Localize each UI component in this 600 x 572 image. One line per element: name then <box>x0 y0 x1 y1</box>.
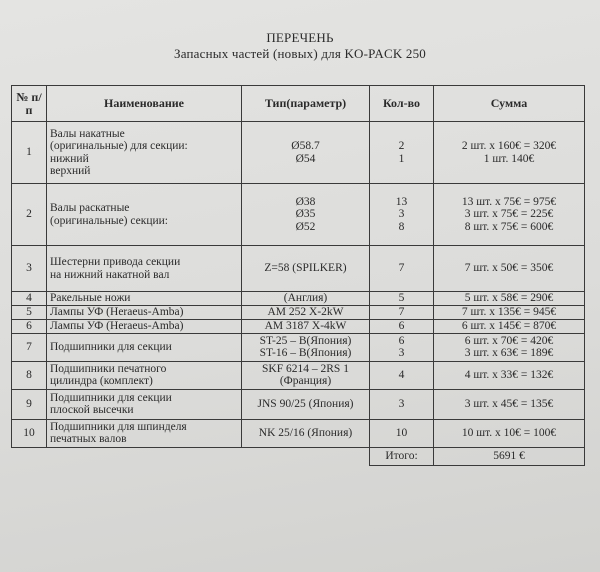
cell-type-line: Z=58 (SPILKER) <box>264 262 347 275</box>
header-qty: Кол-во <box>370 86 434 122</box>
cell-name <box>47 246 242 292</box>
cell-sum-line: 6 шт. х 70€ = 420€ <box>464 334 554 347</box>
cell-qty <box>370 122 434 184</box>
cell-qty-line: 3 <box>398 347 405 359</box>
cell-num <box>12 319 47 333</box>
cell-name <box>47 122 242 184</box>
cell-type-line: Ø58.7 <box>291 140 320 152</box>
cell-qty-line: 3 <box>398 397 405 410</box>
table-row <box>12 419 585 447</box>
cell-name-line: (оригинальные) для секции: <box>50 140 188 152</box>
cell-qty <box>370 246 434 292</box>
cell-name <box>47 292 242 306</box>
table-row <box>12 122 585 184</box>
cell-num <box>12 419 47 447</box>
cell-sum-line: 7 шт. х 135€ = 945€ <box>461 305 557 318</box>
cell-qty-line: 6 <box>398 334 405 347</box>
cell-sum-line: 4 шт. х 33€ = 132€ <box>464 368 554 381</box>
cell-num <box>12 292 47 306</box>
cell-name <box>47 184 242 246</box>
cell-qty-line: 8 <box>398 220 405 233</box>
header-name: Наименование <box>47 86 242 122</box>
cell-qty-line: 4 <box>398 368 405 381</box>
cell-num-line: 3 <box>26 262 32 275</box>
cell-name <box>47 419 242 447</box>
cell-type <box>242 305 370 319</box>
cell-sum-line: 13 шт. х 75€ = 975€ <box>461 195 557 208</box>
table-row <box>12 305 585 319</box>
cell-type-line: Ø52 <box>295 220 316 233</box>
cell-sum <box>434 305 585 319</box>
cell-type-line: (Англия) <box>283 292 328 304</box>
cell-qty-line: 5 <box>398 292 405 304</box>
cell-qty <box>370 419 434 447</box>
cell-name-line: печатных валов <box>50 433 127 445</box>
cell-qty-line: 10 <box>395 426 408 439</box>
cell-qty-line: 3 <box>398 208 405 221</box>
cell-name <box>47 305 242 319</box>
table-row <box>12 333 585 361</box>
table-header-row <box>12 86 585 122</box>
total-label: Итого: <box>370 447 434 465</box>
cell-qty-line: 13 <box>395 195 408 208</box>
total-value: 5691 € <box>434 447 585 465</box>
cell-type-line: (Франция) <box>279 375 332 387</box>
cell-num <box>12 389 47 419</box>
cell-name-line: Валы раскатные <box>50 202 130 214</box>
document-title: ПЕРЕЧЕНЬ <box>266 30 334 45</box>
cell-name-line: верхний <box>50 165 91 177</box>
cell-type-line: AM 252 X-2kW <box>267 305 344 318</box>
cell-type-line: Ø35 <box>295 208 316 221</box>
cell-type-line: Ø54 <box>295 152 316 165</box>
cell-name-line: Подшипники для секции <box>50 391 172 404</box>
total-row <box>12 447 585 465</box>
document-subtitle: Запасных частей (новых) для KO-PACK 250 <box>174 46 426 61</box>
cell-num-line: 8 <box>26 368 32 381</box>
cell-name <box>47 319 242 333</box>
cell-sum <box>434 184 585 246</box>
cell-name-line: на нижний накатной вал <box>50 268 170 281</box>
table-row <box>12 246 585 292</box>
cell-type <box>242 419 370 447</box>
cell-type <box>242 292 370 306</box>
header-num: № п/п <box>12 86 47 122</box>
cell-type <box>242 246 370 292</box>
table-row <box>12 389 585 419</box>
cell-num <box>12 184 47 246</box>
table-row <box>12 361 585 389</box>
cell-name-line: Шестерни привода секции <box>50 256 181 268</box>
cell-name-line: Лампы УФ (Heraeus-Amba) <box>50 305 184 318</box>
cell-sum-line: 10 шт. х 10€ = 100€ <box>461 426 557 439</box>
cell-qty <box>370 389 434 419</box>
cell-type-line: SKF 6214 – 2RS 1 <box>262 362 349 375</box>
parts-table <box>11 85 585 466</box>
cell-sum-line: 1 шт. 140€ <box>483 152 535 165</box>
cell-qty <box>370 361 434 389</box>
cell-type-line: Ø38 <box>295 195 316 208</box>
cell-name-line: Ракельные ножи <box>50 292 131 304</box>
cell-qty-line: 1 <box>398 152 405 165</box>
cell-qty <box>370 319 434 333</box>
cell-sum <box>434 419 585 447</box>
cell-num-line: 7 <box>26 340 32 353</box>
cell-qty <box>370 305 434 319</box>
cell-num <box>12 361 47 389</box>
cell-sum-line: 7 шт. х 50€ = 350€ <box>464 262 554 275</box>
cell-num-line: 6 <box>26 319 32 332</box>
cell-num-line: 4 <box>26 292 32 304</box>
cell-num-line: 10 <box>23 426 35 439</box>
cell-type-line: ST-16 – B(Япония) <box>259 347 352 359</box>
cell-num <box>12 305 47 319</box>
cell-num-line: 1 <box>26 146 32 159</box>
table-row <box>12 292 585 306</box>
cell-sum-line: 3 шт. х 75€ = 225€ <box>464 208 554 221</box>
cell-name <box>47 361 242 389</box>
cell-qty <box>370 292 434 306</box>
cell-sum <box>434 246 585 292</box>
cell-type-line: ST-25 – B(Япония) <box>259 334 352 347</box>
cell-type-line: NK 25/16 (Япония) <box>258 426 353 439</box>
cell-name <box>47 389 242 419</box>
cell-sum <box>434 389 585 419</box>
cell-sum-line: 3 шт. х 45€ = 135€ <box>464 397 554 410</box>
cell-sum-line: 6 шт. х 145€ = 870€ <box>461 319 557 332</box>
header-type: Тип(параметр) <box>242 86 370 122</box>
cell-name-line: нижний <box>50 152 89 165</box>
cell-qty <box>370 333 434 361</box>
table-row <box>12 319 585 333</box>
cell-name-line: Валы накатные <box>50 127 125 140</box>
cell-name-line: Подшипники печатного <box>50 362 167 375</box>
cell-sum <box>434 122 585 184</box>
cell-qty-line: 7 <box>398 262 405 275</box>
cell-type <box>242 184 370 246</box>
cell-num-line: 9 <box>26 397 32 410</box>
cell-num-line: 5 <box>26 305 32 318</box>
cell-qty-line: 7 <box>398 305 405 318</box>
cell-type <box>242 389 370 419</box>
cell-qty-line: 2 <box>398 140 405 152</box>
table-row <box>12 184 585 246</box>
cell-num-line: 2 <box>26 208 32 221</box>
cell-name-line: плоской высечки <box>50 404 134 416</box>
cell-type <box>242 319 370 333</box>
cell-name-line: (оригинальные) секции: <box>50 214 168 227</box>
cell-sum-line: 8 шт. х 75€ = 600€ <box>464 220 554 233</box>
cell-type <box>242 122 370 184</box>
cell-type-line: AM 3187 X-4kW <box>264 319 347 332</box>
cell-sum <box>434 333 585 361</box>
cell-sum-line: 2 шт. х 160€ = 320€ <box>461 140 557 152</box>
cell-name-line: Подшипники для секции <box>50 340 172 353</box>
cell-num <box>12 333 47 361</box>
cell-name-line: Лампы УФ (Heraeus-Amba) <box>50 319 184 332</box>
cell-qty <box>370 184 434 246</box>
cell-name-line: Подшипники для шпинделя <box>50 420 187 433</box>
cell-num <box>12 246 47 292</box>
cell-sum <box>434 319 585 333</box>
cell-type-line: JNS 90/25 (Япония) <box>257 397 354 410</box>
cell-sum-line: 3 шт. х 63€ = 189€ <box>464 347 554 359</box>
cell-num <box>12 122 47 184</box>
cell-name <box>47 333 242 361</box>
cell-sum-line: 5 шт. х 58€ = 290€ <box>464 292 554 304</box>
cell-sum <box>434 292 585 306</box>
header-sum: Сумма <box>434 86 585 122</box>
cell-qty-line: 6 <box>398 319 405 332</box>
cell-type <box>242 333 370 361</box>
cell-name-line: цилиндра (комплект) <box>50 375 153 387</box>
cell-sum <box>434 361 585 389</box>
cell-type <box>242 361 370 389</box>
